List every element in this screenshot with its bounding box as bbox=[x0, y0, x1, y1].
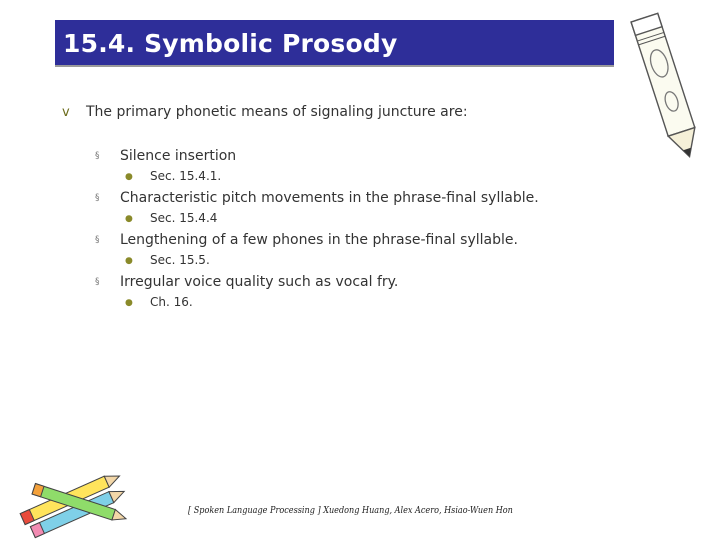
subitem-text: Ch. 16. bbox=[150, 295, 193, 309]
intro-text: The primary phonetic means of signaling juncture are: bbox=[86, 104, 468, 120]
title-bar bbox=[55, 20, 614, 67]
level3-bullet: ● bbox=[125, 298, 133, 308]
subitem-text: Sec. 15.4.4 bbox=[150, 211, 218, 225]
list-subitem bbox=[125, 253, 210, 267]
level2-bullet: § bbox=[95, 151, 100, 161]
item-text: Characteristic pitch movements in the phrase-final syllable. bbox=[120, 190, 539, 206]
list-item bbox=[95, 232, 518, 248]
item-text: Silence insertion bbox=[120, 148, 237, 164]
level2-bullet: § bbox=[95, 277, 100, 287]
level2-bullet: § bbox=[95, 193, 100, 203]
footer-citation: [ Spoken Language Processing ] Xuedong Huang, Alex Acero, Hsiao-Wuen Hon bbox=[188, 506, 513, 516]
level2-bullet: § bbox=[95, 235, 100, 245]
list-subitem bbox=[125, 295, 193, 309]
list-item bbox=[95, 190, 539, 206]
level3-bullet: ● bbox=[125, 172, 133, 182]
item-text: Lengthening of a few phones in the phrase-final syllable. bbox=[120, 232, 518, 248]
list-item bbox=[95, 148, 236, 164]
pencil-icon bbox=[622, 4, 712, 164]
subitem-text: Sec. 15.4.1. bbox=[150, 169, 222, 183]
pencils-icon bbox=[2, 474, 142, 540]
list-subitem bbox=[125, 211, 217, 225]
level1-bullet: v bbox=[62, 105, 70, 120]
list-item bbox=[95, 274, 398, 290]
subitem-text: Sec. 15.5. bbox=[150, 253, 210, 267]
list-subitem bbox=[125, 169, 221, 183]
item-text: Irregular voice quality such as vocal fry. bbox=[120, 274, 399, 290]
level3-bullet: ● bbox=[125, 256, 133, 266]
level3-bullet: ● bbox=[125, 214, 133, 224]
intro-line bbox=[62, 104, 468, 120]
slide-title: 15.4. Symbolic Prosody bbox=[63, 29, 398, 58]
